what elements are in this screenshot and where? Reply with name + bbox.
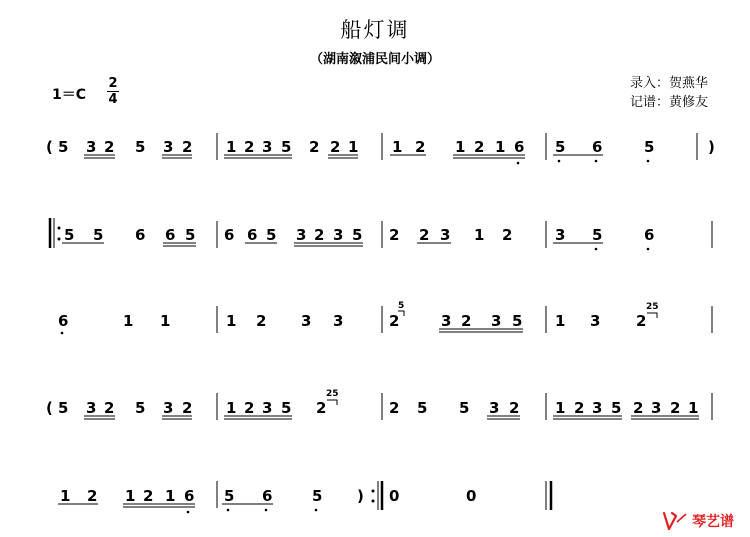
svg-text:5: 5 [592, 226, 603, 244]
svg-text:1: 1 [555, 312, 566, 330]
svg-text:5: 5 [135, 138, 146, 156]
svg-text:(: ( [46, 399, 53, 417]
svg-text:2: 2 [182, 138, 193, 156]
svg-text:1: 1 [226, 399, 237, 417]
svg-text:2: 2 [104, 138, 115, 156]
svg-text:3: 3 [296, 226, 307, 244]
song-title: 船灯调 [340, 18, 410, 42]
svg-text:1: 1 [160, 312, 171, 330]
svg-text:6: 6 [135, 226, 146, 244]
score-line-2 [50, 218, 712, 250]
svg-text:2: 2 [143, 487, 154, 505]
score-line-5 [58, 481, 551, 513]
svg-text:3: 3 [441, 312, 452, 330]
svg-text:5: 5 [224, 487, 235, 505]
svg-text:2: 2 [389, 399, 400, 417]
svg-text:2: 2 [509, 399, 520, 417]
svg-text:6: 6 [58, 312, 69, 330]
svg-text:3: 3 [262, 138, 273, 156]
svg-text:3: 3 [491, 312, 502, 330]
svg-text:1: 1 [123, 312, 134, 330]
svg-text:3: 3 [163, 399, 174, 417]
svg-text:2: 2 [474, 138, 485, 156]
svg-text:1: 1 [474, 226, 485, 244]
svg-text:2: 2 [309, 138, 320, 156]
measure [553, 138, 654, 162]
svg-text:3: 3 [592, 399, 603, 417]
svg-text:5: 5 [459, 399, 470, 417]
svg-text:3: 3 [440, 226, 451, 244]
svg-text:2: 2 [330, 138, 341, 156]
watermark-brand: 琴艺谱 [692, 514, 734, 530]
measure [58, 138, 192, 158]
song-subtitle: （湖南溆浦民间小调） [309, 52, 440, 67]
svg-text:): ) [708, 138, 715, 156]
svg-text:1: 1 [392, 138, 403, 156]
svg-text:2: 2 [244, 138, 255, 156]
svg-text:5: 5 [281, 138, 292, 156]
recorded-by: 录入：贺燕华 [630, 76, 709, 91]
svg-text:5: 5 [266, 226, 277, 244]
svg-text:2: 2 [574, 399, 585, 417]
repeat-paren-open: ( [46, 138, 53, 156]
svg-text:2: 2 [636, 312, 647, 330]
svg-text:3: 3 [333, 226, 344, 244]
svg-text:6: 6 [184, 487, 195, 505]
svg-text:1: 1 [60, 487, 71, 505]
svg-text:1: 1 [226, 312, 237, 330]
svg-text:5: 5 [611, 399, 622, 417]
svg-text:6: 6 [262, 487, 273, 505]
svg-text:3: 3 [163, 138, 174, 156]
key-signature: 1＝C [52, 87, 87, 103]
svg-text:5: 5 [312, 487, 323, 505]
svg-text:6: 6 [514, 138, 525, 156]
svg-text:1: 1 [455, 138, 466, 156]
svg-text:5: 5 [555, 138, 566, 156]
svg-text:2: 2 [461, 312, 472, 330]
svg-text:3: 3 [590, 312, 601, 330]
svg-text:2: 2 [104, 399, 115, 417]
svg-text:3: 3 [86, 138, 97, 156]
svg-text:2: 2 [316, 399, 327, 417]
svg-text:3: 3 [301, 312, 312, 330]
svg-text:5: 5 [398, 301, 405, 311]
svg-text:2: 2 [244, 399, 255, 417]
time-signature-bottom: 4 [108, 92, 118, 107]
score-line-4 [46, 389, 712, 420]
time-signature-top: 2 [108, 76, 118, 91]
svg-text:1: 1 [348, 138, 359, 156]
svg-text:25: 25 [646, 302, 659, 312]
transcribed-by: 记谱：黄修友 [630, 95, 709, 110]
svg-text:5: 5 [352, 226, 363, 244]
svg-text:5: 5 [58, 399, 69, 417]
svg-text:3: 3 [86, 399, 97, 417]
svg-text:25: 25 [326, 389, 339, 399]
svg-text:6: 6 [224, 226, 235, 244]
svg-text:6: 6 [592, 138, 603, 156]
svg-text:5: 5 [644, 138, 655, 156]
svg-text:6: 6 [165, 226, 176, 244]
svg-text:3: 3 [555, 226, 566, 244]
svg-text:6: 6 [247, 226, 258, 244]
svg-text:5: 5 [417, 399, 428, 417]
svg-text:1: 1 [165, 487, 176, 505]
svg-text:1: 1 [688, 399, 699, 417]
svg-text:1: 1 [495, 138, 506, 156]
svg-text:1: 1 [226, 138, 237, 156]
svg-text:0: 0 [466, 487, 477, 505]
svg-text:3: 3 [651, 399, 662, 417]
measure [224, 138, 358, 158]
svg-text:2: 2 [87, 487, 98, 505]
svg-text:5: 5 [64, 226, 75, 244]
svg-text:2: 2 [314, 226, 325, 244]
svg-text:5: 5 [93, 226, 104, 244]
svg-text:5: 5 [185, 226, 196, 244]
svg-text:3: 3 [489, 399, 500, 417]
svg-text:5: 5 [281, 399, 292, 417]
svg-text:5: 5 [512, 312, 523, 330]
svg-text:2: 2 [670, 399, 681, 417]
svg-text:): ) [357, 487, 364, 505]
svg-text:1: 1 [125, 487, 136, 505]
svg-text:2: 2 [389, 312, 400, 330]
svg-text:2: 2 [256, 312, 267, 330]
score-line-3 [58, 301, 712, 334]
svg-text:2: 2 [502, 226, 513, 244]
svg-text:2: 2 [389, 226, 400, 244]
score-line-1 [46, 133, 715, 164]
measure [390, 138, 525, 164]
svg-text:5: 5 [135, 399, 146, 417]
svg-text:2: 2 [182, 399, 193, 417]
svg-text:3: 3 [262, 399, 273, 417]
svg-text:6: 6 [644, 226, 655, 244]
svg-text:2: 2 [633, 399, 644, 417]
svg-text:3: 3 [333, 312, 344, 330]
svg-text:1: 1 [555, 399, 566, 417]
svg-text:0: 0 [389, 487, 400, 505]
svg-text:5: 5 [58, 138, 69, 156]
svg-text:2: 2 [415, 138, 426, 156]
svg-text:2: 2 [419, 226, 430, 244]
